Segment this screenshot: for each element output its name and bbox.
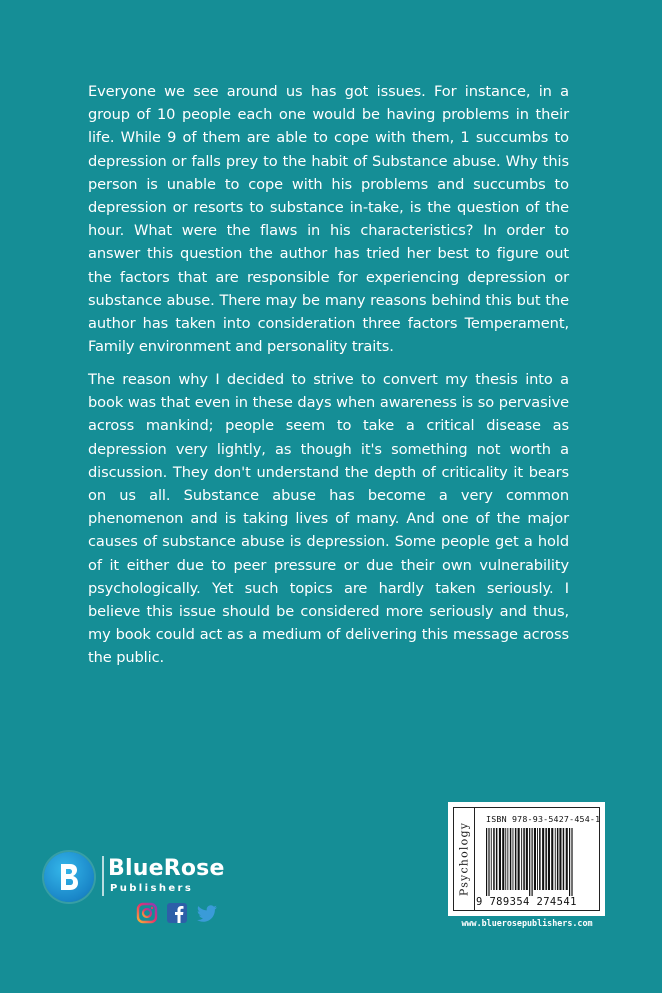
publisher-name: BlueRose [108,856,225,881]
publisher-website[interactable]: www.bluerosepublishers.com [461,918,593,928]
barcode-bar [507,828,508,890]
instagram-icon[interactable] [136,902,158,924]
description-paragraph-2: The reason why I decided to strive to convert my thesis into a book was that even in these days when awareness is so pervasive across mankind; people seem to take a critical disease as depression very lightly, as though it's something not worth a discussion. They don't understand the depth of criticality it bears on us all. Substance abuse has become a very common phenomenon and is taking lives of many. And one of the major causes of substance abuse is depression. Some people get a hold of it either due to peer pressure or due their own vulnerability psychologically. Yet such topics are hardly taken seriously. I believe this issue should be considered more seriously and thus, my book could act as a medium of delivering this message across the public. [88,371,569,667]
barcode-bar [529,828,530,896]
barcode-bar [523,828,525,890]
barcode-bar [486,828,487,896]
publisher-subtitle: Publishers [110,883,194,894]
category-spine [454,808,475,910]
barcode-bar [555,828,556,890]
barcode-bar [521,828,522,890]
barcode-bar [496,828,498,890]
barcode-panel [448,802,605,916]
barcode-bar [532,828,533,896]
barcode-bar [548,828,550,890]
barcode-bar [559,828,561,890]
barcode-bar [526,828,528,890]
barcode-bar [518,828,520,890]
barcode-bar [566,828,568,890]
ean-number: 9 789354 274541 [476,896,577,908]
barcode-bar [488,828,489,896]
logo-b-icon [58,862,80,892]
barcode-bar [499,828,501,890]
barcode-bar [551,828,553,890]
barcode-bar [542,828,544,890]
barcode-frame [453,807,600,911]
barcode-bar [493,828,495,890]
twitter-icon[interactable] [196,902,218,924]
logo-divider [102,856,104,896]
barcode-bar [505,828,506,890]
description-paragraph-1: Everyone we see around us has got issues. For instance, in a group of 10 people each one would be having problems in their life. While 9 of them are able to cope with them, 1 succumbs to depression or falls prey to the habit of Substance abuse. Why this person is unable to cope with his problems and succumbs to depression or resorts to substance in-take, is the question of the hour. What were the flaws in his characteristics? In order to answer this question the author has tried her best to figure out the factors that are responsible for experiencing depression or substance abuse. There may be many reasons behind this but the author has taken into consideration three factors Temperament, Family environment and personality traits. [88,83,569,356]
facebook-icon[interactable] [166,902,188,924]
barcode-bar [569,828,570,896]
category-label: Psychology [457,821,471,897]
barcode-bar [537,828,538,890]
publisher-logo [44,852,244,902]
barcode-bar [502,828,504,890]
barcode-bar [539,828,541,890]
barcode-bar [534,828,536,890]
barcode-bar [545,828,547,890]
barcode-bar [510,828,512,890]
barcode-bar [571,828,572,896]
isbn-label: ISBN 978-93-5427-454-1 [486,814,601,824]
barcode-bar [563,828,565,890]
barcode-bar [557,828,559,890]
barcode-bar [491,828,492,890]
barcode-bars [484,828,598,896]
barcode-bar [515,828,517,890]
barcode-bar [513,828,514,890]
logo-circle [44,852,94,902]
